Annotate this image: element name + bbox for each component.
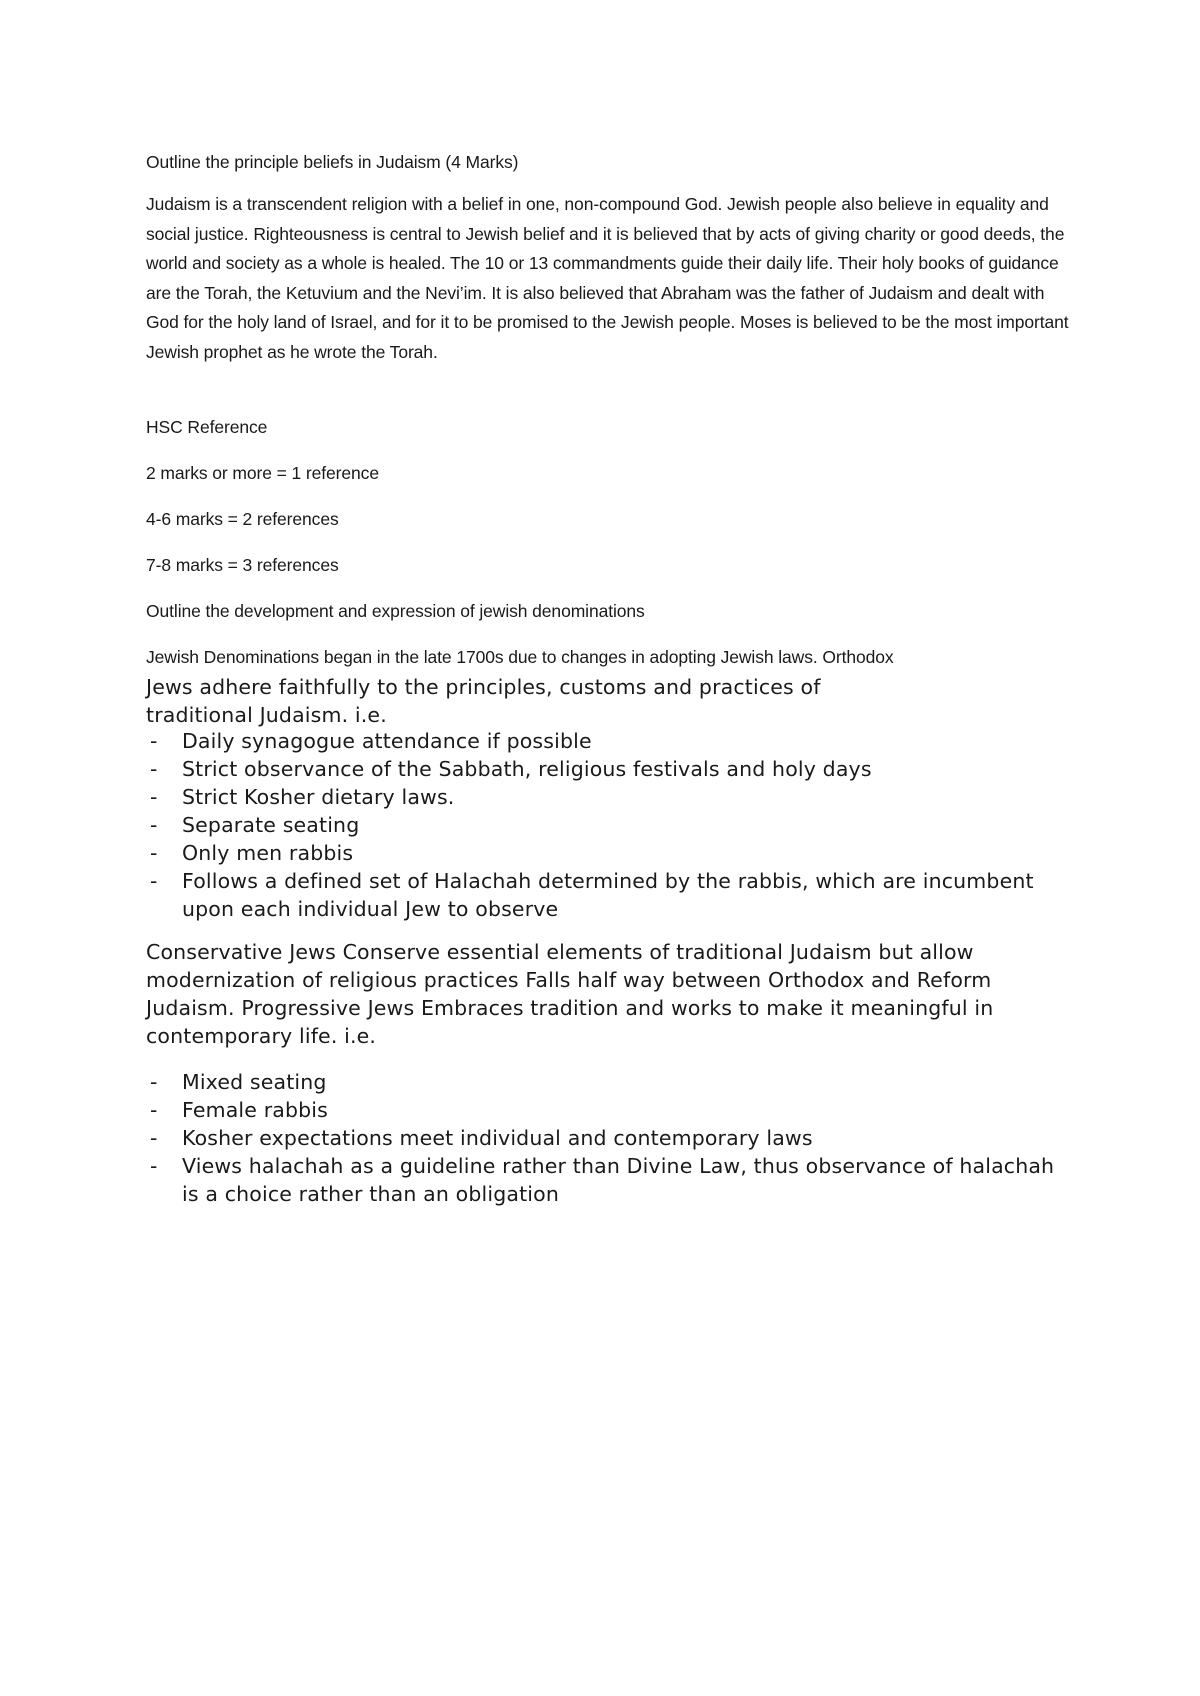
- question-heading-denominations: Outline the development and expression of jewish denominations: [146, 601, 645, 621]
- list-item: - Strict Kosher dietary laws.: [146, 783, 1076, 811]
- hsc-rule: 4-6 marks = 2 references: [146, 509, 339, 529]
- list-item: - Views halachah as a guideline rather than Divine Law, thus observance of halachah is a choice rather than an obligation: [146, 1152, 1076, 1208]
- beliefs-answer-paragraph: Judaism is a transcendent religion with a belief in one, non-compound God. Jewish people also believe in equality and social justice. Righteousness is central to Jewish belief and it is believed that by acts of giving charity or good deeds, the world and society as a whole is healed. The 10 or 13 commandments guide their daily life. Their holy books of guidance are the Torah, the Ketuvium and the Nevi’im. It is also believed that Abraham was the father of Judaism and dealt with God for the holy land of Israel, and for it to be promised to the Jewish people. Moses is believed to be the most important Jewish prophet as he wrote the Torah.: [146, 194, 1069, 362]
- list-item: - Strict observance of the Sabbath, religious festivals and holy days: [146, 755, 1076, 783]
- intro-line-big: Jews adhere faithfully to the principles, customs and practices of: [146, 674, 821, 699]
- progressive-practices-list: [146, 1068, 1076, 1208]
- conservative-progressive-paragraph: Conservative Jews Conserve essential elements of traditional Judaism but allow modernization of religious practices Falls half way between Orthodox and Reform Judaism. Progressive Jews Embraces tradition and works to make it meaningful in contemporary life. i.e.: [146, 940, 994, 1048]
- list-item: - Only men rabbis: [146, 839, 1076, 867]
- list-item: - Mixed seating: [146, 1068, 1076, 1096]
- hsc-reference-heading: HSC Reference: [146, 417, 268, 437]
- orthodox-practices-list: [146, 727, 1076, 923]
- list-item: - Daily synagogue attendance if possible: [146, 727, 1076, 755]
- question-heading-beliefs: Outline the principle beliefs in Judaism (4 Marks): [146, 152, 519, 172]
- list-item: - Female rabbis: [146, 1096, 1076, 1124]
- list-item: - Kosher expectations meet individual and contemporary laws: [146, 1124, 1076, 1152]
- intro-line-small: Jewish Denominations began in the late 1700s due to changes in adopting Jewish laws. Orthodox: [146, 647, 894, 667]
- hsc-rule: 7-8 marks = 3 references: [146, 555, 339, 575]
- list-item: - Follows a defined set of Halachah determined by the rabbis, which are incumbent upon each individual Jew to observe: [146, 867, 1076, 923]
- denominations-intro: [146, 643, 1076, 729]
- list-item: - Separate seating: [146, 811, 1076, 839]
- intro-line-big: traditional Judaism. i.e.: [146, 702, 387, 727]
- hsc-rule: 2 marks or more = 1 reference: [146, 463, 379, 483]
